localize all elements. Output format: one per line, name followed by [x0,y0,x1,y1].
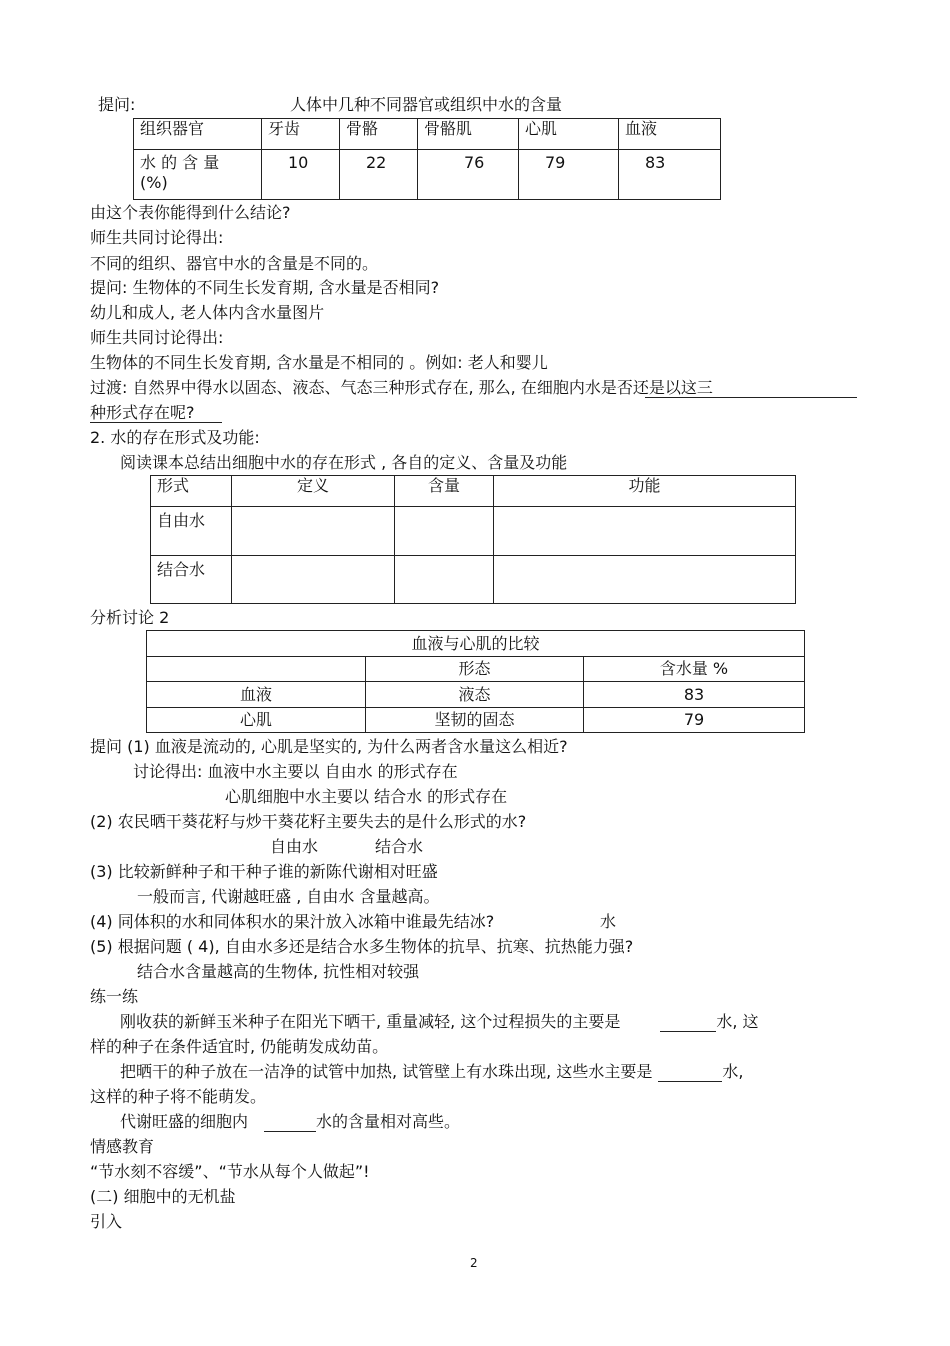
text-line: 由这个表你能得到什么结论? [90,203,291,222]
empty-cell [494,507,796,556]
header-cell: 心肌 [519,119,619,150]
prompt-label: 提问: [98,95,136,114]
answer-4: 水 [600,912,617,931]
practice-2-tail: 水, [722,1062,744,1081]
answer-3: 一般而言, 代谢越旺盛 , 自由水 含量越高。 [137,887,440,906]
header-cell: 含量 [395,476,494,507]
table-title: 人体中几种不同器官或组织中水的含量 [290,95,563,114]
question-4: (4) 同体积的水和同体积水的果汁放入冰箱中谁最先结冰? [90,912,495,931]
practice-3-text: 代谢旺盛的细胞内 [120,1112,249,1131]
empty-cell [232,507,395,556]
text-line: 过渡: 自然界中得水以固态、液态、气态三种形式存在, 那么, 在细胞内水是否还是以这三 [90,378,713,397]
header-cell: 牙齿 [262,119,340,150]
text-line: 阅读课本总结出细胞中水的存在形式 , 各自的定义、含量及功能 [120,453,568,472]
fill-blank[interactable] [660,1015,716,1032]
row-label: 水 的 含 量 [140,153,220,172]
intro-label: 引入 [90,1212,123,1231]
value-cell: 22 [340,150,418,200]
text-line: 提问: 生物体的不同生长发育期, 含水量是否相同? [90,278,440,297]
empty-cell [494,556,796,604]
header-cell: 含水量 % [584,657,805,682]
section-heading: (二) 细胞中的无机盐 [90,1187,236,1206]
answer-5: 结合水含量越高的生物体, 抗性相对较强 [137,962,420,981]
header-cell: 形式 [151,476,232,507]
text-line: 师生共同讨论得出: [90,228,224,247]
answer-1b: 心肌细胞中水主要以 结合水 的形式存在 [225,787,508,806]
analysis-label: 分析讨论 2 [90,608,170,627]
practice-title: 练一练 [90,987,139,1006]
header-cell: 功能 [494,476,796,507]
text-line: 幼儿和成人, 老人体内含水量图片 [90,303,325,322]
header-cell: 骨骼 [340,119,418,150]
empty-cell [395,556,494,604]
emotion-text: “节水刻不容缓”、“节水从每个人做起”! [90,1162,370,1181]
underline [90,422,222,423]
empty-cell [232,556,395,604]
page-number: 2 [470,1256,478,1270]
answer-2b: 结合水 [375,837,424,856]
value-cell: 76 [418,150,519,200]
underline [645,397,857,398]
practice-1-cont: 样的种子在条件适宜时, 仍能萌发成幼苗。 [90,1037,389,1056]
practice-2-cont: 这样的种子将不能萌发。 [90,1087,267,1106]
practice-1-text: 刚收获的新鲜玉米种子在阳光下晒干, 重量减轻, 这个过程损失的主要是 [120,1012,621,1031]
header-cell: 骨骼肌 [418,119,519,150]
header-cell: 组织器官 [134,119,262,150]
row-label-unit: (%) [140,173,168,192]
value-cell: 79 [519,150,619,200]
comparison-table [146,630,805,733]
practice-2 [120,1062,743,1082]
row-label: 结合水 [151,556,232,604]
row-water: 79 [584,708,805,733]
header-cell: 血液 [619,119,721,150]
text-line: 生物体的不同生长发育期, 含水量是不相同的 。例如: 老人和婴儿 [90,353,548,372]
row-label: 自由水 [151,507,232,556]
practice-1-tail: 水, 这 [716,1012,759,1031]
practice-2-text: 把晒干的种子放在一洁净的试管中加热, 试管壁上有水珠出现, 这些水主要是 [120,1062,653,1081]
empty-cell [395,507,494,556]
header-cell: 定义 [232,476,395,507]
answer-2a: 自由水 [270,837,319,856]
fill-blank[interactable] [658,1065,722,1082]
practice-1 [120,1012,759,1032]
question-2: (2) 农民晒干葵花籽与炒干葵花籽主要失去的是什么形式的水? [90,812,527,831]
row-label-cell [134,150,262,200]
question-5: (5) 根据问题 ( 4), 自由水多还是结合水多生物体的抗旱、抗寒、抗热能力强? [90,937,634,956]
text-line: 种形式存在呢? [90,403,195,422]
fill-blank[interactable] [264,1115,316,1132]
text-line: 不同的组织、器官中水的含量是不同的。 [90,254,379,273]
question-1: 提问 (1) 血液是流动的, 心肌是坚实的, 为什么两者含水量这么相近? [90,737,568,756]
section-heading: 2. 水的存在形式及功能: [90,428,260,447]
row-state: 液态 [366,682,584,708]
header-cell [147,657,366,682]
water-content-table [133,118,721,200]
answer-1a: 讨论得出: 血液中水主要以 自由水 的形式存在 [133,762,458,781]
row-name: 心肌 [147,708,366,733]
water-forms-table [150,475,796,604]
question-3: (3) 比较新鲜种子和干种子谁的新陈代谢相对旺盛 [90,862,438,881]
row-state: 坚韧的固态 [366,708,584,733]
comparison-title: 血液与心肌的比较 [147,631,805,657]
row-name: 血液 [147,682,366,708]
row-water: 83 [584,682,805,708]
emotion-title: 情感教育 [90,1137,155,1156]
value-cell: 10 [262,150,340,200]
header-cell: 形态 [366,657,584,682]
practice-3 [120,1112,460,1132]
practice-3-tail: 水的含量相对高些。 [316,1112,461,1131]
text-line: 师生共同讨论得出: [90,328,224,347]
value-cell: 83 [619,150,721,200]
